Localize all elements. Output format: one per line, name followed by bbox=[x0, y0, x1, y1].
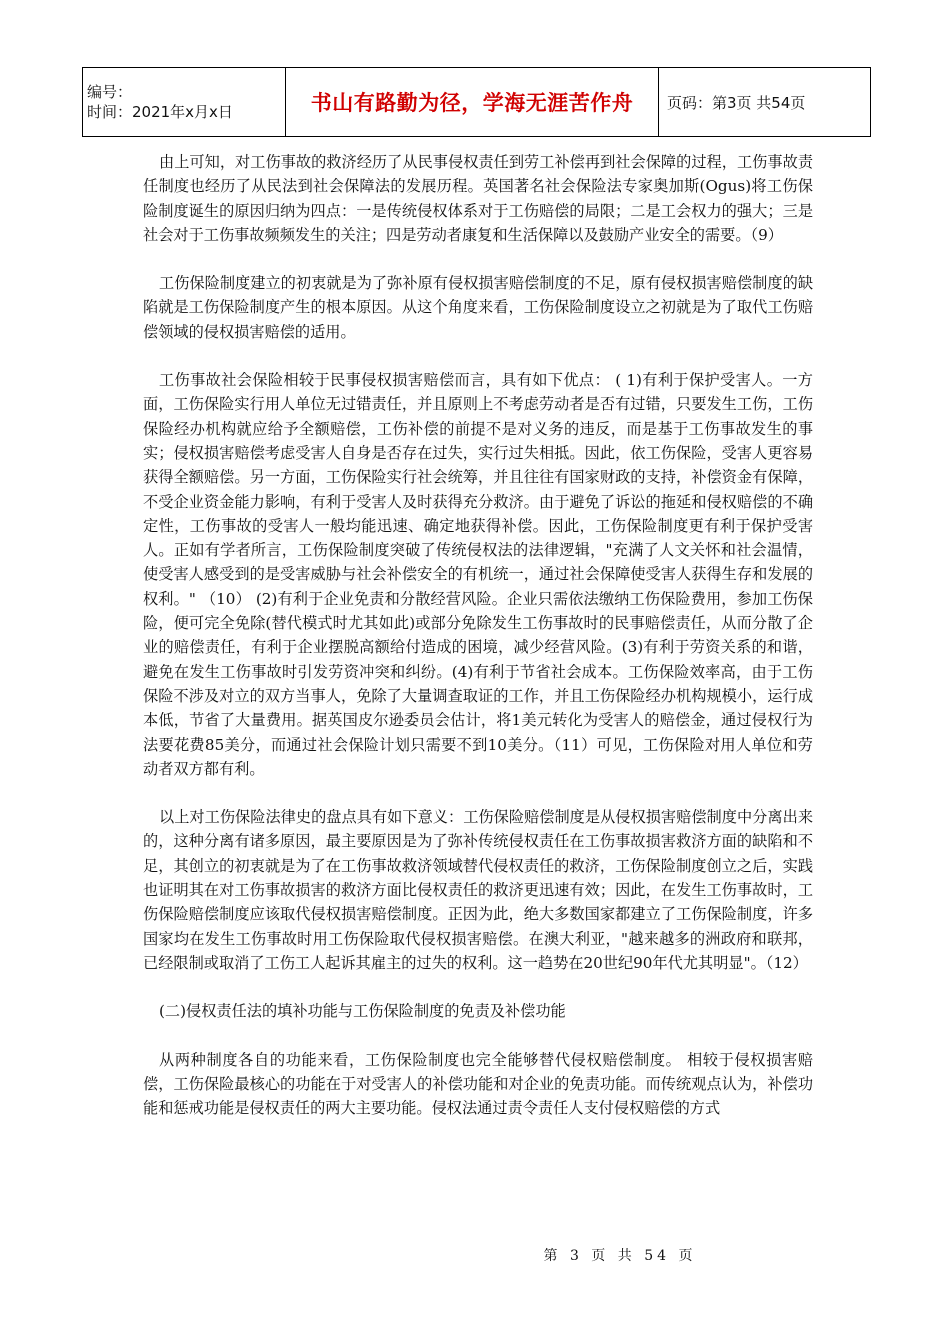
header-id-label: 编号： bbox=[87, 83, 133, 101]
page-footer bbox=[0, 1245, 950, 1265]
paragraph-4: 以上对工伤保险法律史的盘点具有如下意义：工伤保险赔偿制度是从侵权损害赔偿制度中分离出来的，这种分离有诸多原因，最主要原因是为了弥补传统侵权责任在工伤事故损害救济方面的缺陷和不足，其创立的初衷就是为了在工伤事故救济领域替代侵权责任的救济，工伤保险制度创立之后，实践也证明其在对工伤事故损害的救济方面比侵权责任的救济更迅速有效；因此，在发生工伤事故时，工伤保险赔偿制度应该取代侵权损害赔偿制度。正因为此，绝大多数国家都建立了工伤保险制度，许多国家均在发生工伤事故时用工伤保险取代侵权损害赔偿。在澳大利亚，"越来越多的洲政府和联邦，已经限制或取消了工伤工人起诉其雇主的过失的权利。这一趋势在20世纪90年代尤其明显"。（12） bbox=[143, 808, 813, 972]
header-motto: 书山有路勤为径，学海无涯苦作舟 bbox=[286, 68, 659, 137]
paragraph-3: 工伤事故社会保险相较于民事侵权损害赔偿而言，具有如下优点： ( 1)有利于保护受害人。一方面，工伤保险实行用人单位无过错责任，并且原则上不考虑劳动者是否有过错，只要发生工伤，工伤保险经办机构就应给予全额赔偿，工伤补偿的前提不是对义务的违反，而是基于工伤事故发生的事实；侵权损害赔偿考虑受害人自身是否存在过失，实行过失相抵。因此，依工伤保险，受害人更容易获得全额赔偿。另一方面，工伤保险实行社会统筹，并且往往有国家财政的支持，补偿资金有保障，不受企业资金能力影响，有利于受害人及时获得充分救济。由于避免了诉讼的拖延和侵权赔偿的不确定性，工伤事故的受害人一般均能迅速、确定地获得补偿。因此，工伤保险制度更有利于保护受害人。正如有学者所言，工伤保险制度突破了传统侵权法的法律逻辑，"充满了人文关怀和社会温情，使受害人感受到的是受害威胁与社会补偿安全的有机统一，通过社会保障使受害人获得生存和发展的权利。" （10） (2)有利于企业免责和分散经营风险。企业只需依法缴纳工伤保险费用，参加工伤保险，便可完全免除(替代模式时尤其如此)或部分免除发生工伤事故时的民事赔偿责任，从而分散了企业的赔偿责任，有利于企业摆脱高额给付造成的困境，减少经营风险。(3)有利于劳资关系的和谐，避免在发生工伤事故时引发劳资冲突和纠纷。(4)有利于节省社会成本。工伤保险效率高，由于工伤保险不涉及对立的双方当事人，免除了大量调查取证的工作，并且工伤保险经办机构规模小，运行成本低，节省了大量费用。据英国皮尔逊委员会估计，将1美元转化为受害人的赔偿金，通过侵权行为法要花费85美分，而通过社会保险计划只需要不到10美分。（11）可见，工伤保险对用人单位和劳动者双方都有利。 bbox=[143, 371, 813, 778]
paragraph-2: 工伤保险制度建立的初衷就是为了弥补原有侵权损害赔偿制度的不足，原有侵权损害赔偿制度的缺陷就是工伤保险制度产生的根本原因。从这个角度来看，工伤保险制度设立之初就是为了取代工伤赔偿领域的侵权损害赔偿的适用。 bbox=[143, 274, 813, 341]
paragraph-5: 从两种制度各自的功能来看，工伤保险制度也完全能够替代侵权赔偿制度。 相较于侵权损害赔偿，工伤保险最核心的功能在于对受害人的补偿功能和对企业的免责功能。而传统观点认为，补偿功能和惩戒功能是侵权责任的两大主要功能。侵权法通过责令责任人支付侵权赔偿的方式 bbox=[143, 1050, 813, 1118]
section-heading: (二)侵权责任法的填补功能与工伤保险制度的免责及补偿功能 bbox=[159, 1002, 566, 1021]
paragraph-1: 由上可知，对工伤事故的救济经历了从民事侵权责任到劳工补偿再到社会保障的过程，工伤事故责任制度也经历了从民法到社会保障法的发展历程。英国著名社会保险法专家奥加斯(Ogus)将工伤保险制度诞生的原因归纳为四点：一是传统侵权体系对于工伤赔偿的局限；二是工会权力的强大；三是社会对于工伤事故频频发生的关注；四是劳动者康复和生活保障以及鼓励产业安全的需要。（9） bbox=[143, 153, 813, 244]
page-header bbox=[82, 67, 871, 137]
header-meta bbox=[83, 68, 286, 137]
header-time-label: 时间：2021年x月x日 bbox=[87, 103, 233, 121]
document-body bbox=[143, 150, 813, 1144]
page-number: 第 3 页 共 54 页 bbox=[543, 1248, 697, 1264]
header-page-label: 页码：第3页 共54页 bbox=[659, 68, 871, 137]
